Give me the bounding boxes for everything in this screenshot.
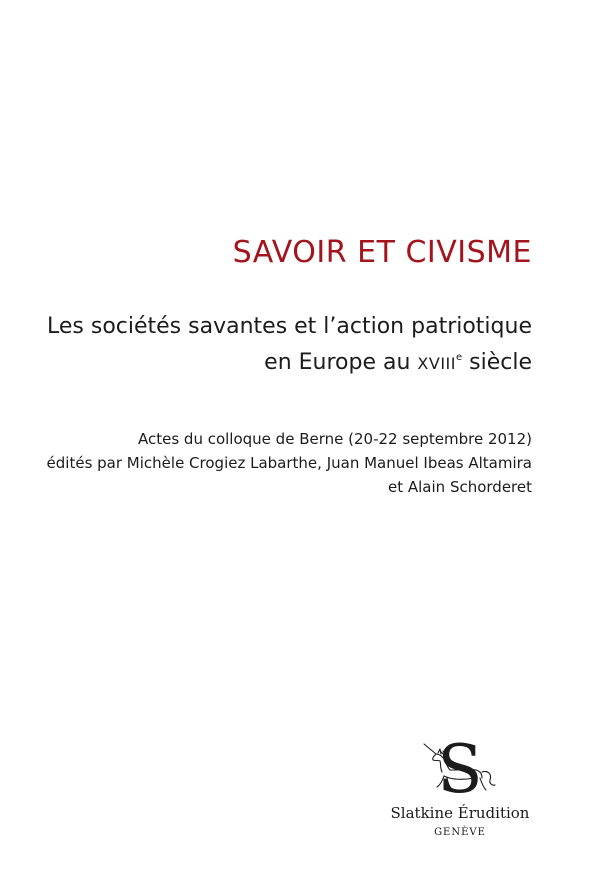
subtitle-line-2 <box>12 342 532 379</box>
credits-line-2: édités par Michèle Crogiez Labarthe, Juan Manuel Ibeas Altamira <box>46 454 532 472</box>
publisher-name: Slatkine Érudition <box>390 804 530 822</box>
publisher-city: GENÈVE <box>434 827 486 838</box>
editors-credits <box>12 427 532 499</box>
credits-line-3: et Alain Schorderet <box>388 478 532 496</box>
book-title: SAVOIR ET CIVISME <box>232 235 532 270</box>
book-subtitle <box>12 311 532 379</box>
century-roman: XVIII <box>417 354 456 373</box>
subtitle-line-1: Les sociétés savantes et l’action patriotique <box>47 314 532 339</box>
subtitle-line-2-suffix: siècle <box>462 350 532 375</box>
credits-line-1: Actes du colloque de Berne (20-22 septembre 2012) <box>137 430 532 448</box>
subtitle-line-2-prefix: en Europe au <box>264 350 418 375</box>
century-numeral <box>417 354 462 373</box>
century-superscript: e <box>455 352 463 363</box>
logo-s-letter: S <box>437 731 483 802</box>
unicorn-s-logo-icon <box>420 730 500 802</box>
